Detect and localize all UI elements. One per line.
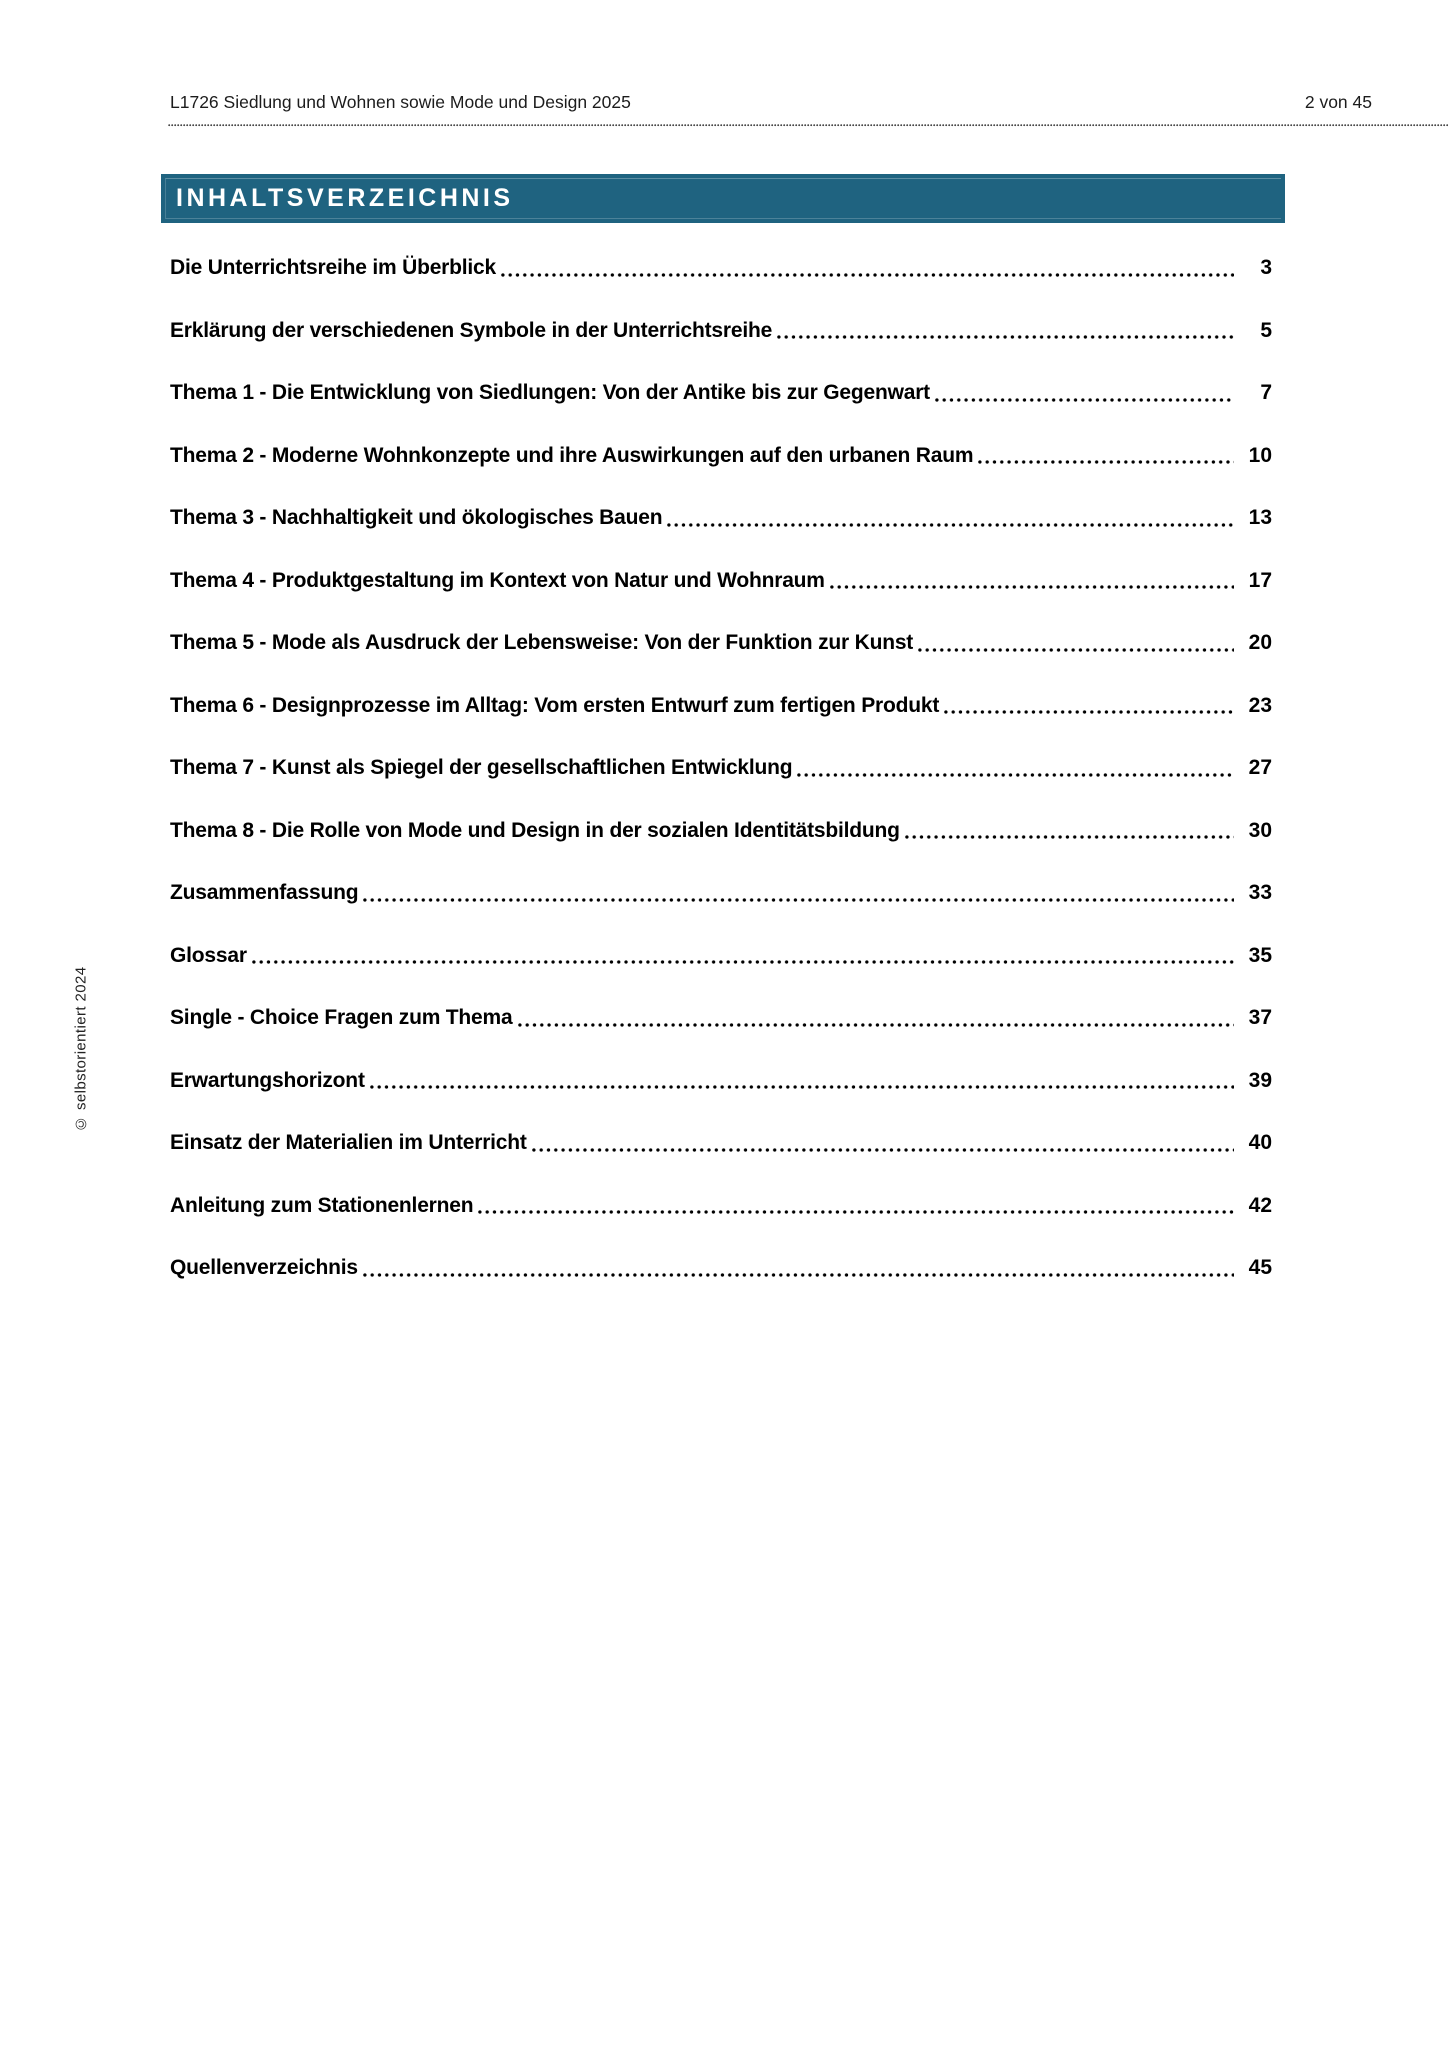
toc-dot-leader xyxy=(930,362,1237,425)
toc-entry-page-number: 37 xyxy=(1248,1006,1272,1030)
toc-entry-label: Thema 2 - Moderne Wohnkonzepte und ihre Auswirkungen auf den urbanen Raum xyxy=(170,443,974,467)
header-page-indicator: 2 von 45 xyxy=(1304,92,1372,112)
toc-entry-page-number: 3 xyxy=(1260,256,1272,280)
toc-entry xyxy=(170,300,1272,363)
toc-entry-page-number: 13 xyxy=(1248,506,1272,530)
toc-entry-page-number: 10 xyxy=(1248,443,1272,467)
toc-entry-label: Glossar xyxy=(170,943,247,967)
toc-entry xyxy=(170,1237,1272,1300)
page-header xyxy=(170,92,1372,113)
toc-dot-leader xyxy=(939,675,1237,738)
toc-entry-label: Thema 1 - Die Entwicklung von Siedlungen: Von der Antike bis zur Gegenwart xyxy=(170,381,930,405)
toc-entry-label: Erklärung der verschiedenen Symbole in der Unterrichtsreihe xyxy=(170,318,773,342)
toc-entry xyxy=(170,487,1272,550)
toc-entry xyxy=(170,1175,1272,1238)
toc-entry-label: Zusammenfassung xyxy=(170,881,359,905)
toc-entry-label: Anleitung zum Stationenlernen xyxy=(170,1193,474,1217)
toc-entry xyxy=(170,737,1272,800)
toc-entry-page-number: 40 xyxy=(1248,1131,1272,1155)
toc-entry xyxy=(170,675,1272,738)
toc-entry-page-number: 35 xyxy=(1248,943,1272,967)
toc-entry-label: Thema 8 - Die Rolle von Mode und Design in der sozialen Identitätsbildung xyxy=(170,818,900,842)
toc-dot-leader xyxy=(247,925,1237,988)
toc-entry xyxy=(170,800,1272,863)
toc-entry-page-number: 23 xyxy=(1248,693,1272,717)
header-document-code: L1726 Siedlung und Wohnen sowie Mode und Design 2025 xyxy=(170,92,631,112)
toc-entry-label: Thema 5 - Mode als Ausdruck der Lebensweise: Von der Funktion zur Kunst xyxy=(170,631,914,655)
toc-title-bar xyxy=(161,174,1285,223)
toc-title: INHALTSVERZEICHNIS xyxy=(176,184,514,212)
toc-dot-leader xyxy=(662,487,1237,550)
toc-dot-leader xyxy=(473,1175,1237,1238)
toc-dot-leader xyxy=(913,612,1237,675)
toc-dot-leader xyxy=(358,862,1237,925)
toc-dot-leader xyxy=(358,1237,1237,1300)
toc-entry-page-number: 42 xyxy=(1248,1193,1272,1217)
toc-entry-page-number: 20 xyxy=(1248,631,1272,655)
toc-entry-label: Thema 3 - Nachhaltigkeit und ökologisches Bauen xyxy=(170,506,663,530)
toc-entry xyxy=(170,550,1272,613)
toc-dot-leader xyxy=(496,237,1237,300)
toc-dot-leader xyxy=(513,987,1238,1050)
toc-dot-leader xyxy=(825,550,1237,613)
toc-entry-page-number: 45 xyxy=(1248,1256,1272,1280)
toc-dot-leader xyxy=(792,737,1237,800)
toc-entry xyxy=(170,612,1272,675)
toc-dot-leader xyxy=(900,800,1237,863)
toc-entry-page-number: 33 xyxy=(1248,881,1272,905)
toc-dot-leader xyxy=(365,1050,1237,1113)
toc-entry-label: Die Unterrichtsreihe im Überblick xyxy=(170,256,497,280)
toc-entry xyxy=(170,925,1272,988)
toc-entry xyxy=(170,425,1272,488)
header-divider-rule xyxy=(168,124,1448,127)
toc-entry xyxy=(170,987,1272,1050)
toc-dot-leader xyxy=(527,1112,1237,1175)
toc-entry-page-number: 7 xyxy=(1260,381,1272,405)
toc-entry xyxy=(170,862,1272,925)
toc-entry xyxy=(170,237,1272,300)
toc-entry-label: Thema 4 - Produktgestaltung im Kontext von Natur und Wohnraum xyxy=(170,568,825,592)
toc-entry-page-number: 17 xyxy=(1248,568,1272,592)
toc-entry xyxy=(170,1050,1272,1113)
toc-entry-label: Single - Choice Fragen zum Thema xyxy=(170,1006,513,1030)
toc-dot-leader xyxy=(772,300,1237,363)
toc-entry-label: Thema 7 - Kunst als Spiegel der gesellschaftlichen Entwicklung xyxy=(170,756,793,780)
toc-entry xyxy=(170,362,1272,425)
toc-entry-label: Erwartungshorizont xyxy=(170,1068,365,1092)
toc-entry-page-number: 27 xyxy=(1248,756,1272,780)
toc-dot-leader xyxy=(973,425,1237,488)
copyright-vertical-label: © selbstorientiert 2024 xyxy=(72,966,90,1132)
toc-entry-page-number: 39 xyxy=(1248,1068,1272,1092)
toc-entry xyxy=(170,1112,1272,1175)
toc-entry-page-number: 5 xyxy=(1260,318,1272,342)
toc-entry-page-number: 30 xyxy=(1248,818,1272,842)
toc-entry-label: Thema 6 - Designprozesse im Alltag: Vom ersten Entwurf zum fertigen Produkt xyxy=(170,693,940,717)
toc-list xyxy=(170,237,1272,1300)
toc-entry-label: Quellenverzeichnis xyxy=(170,1256,358,1280)
toc-entry-label: Einsatz der Materialien im Unterricht xyxy=(170,1131,527,1155)
